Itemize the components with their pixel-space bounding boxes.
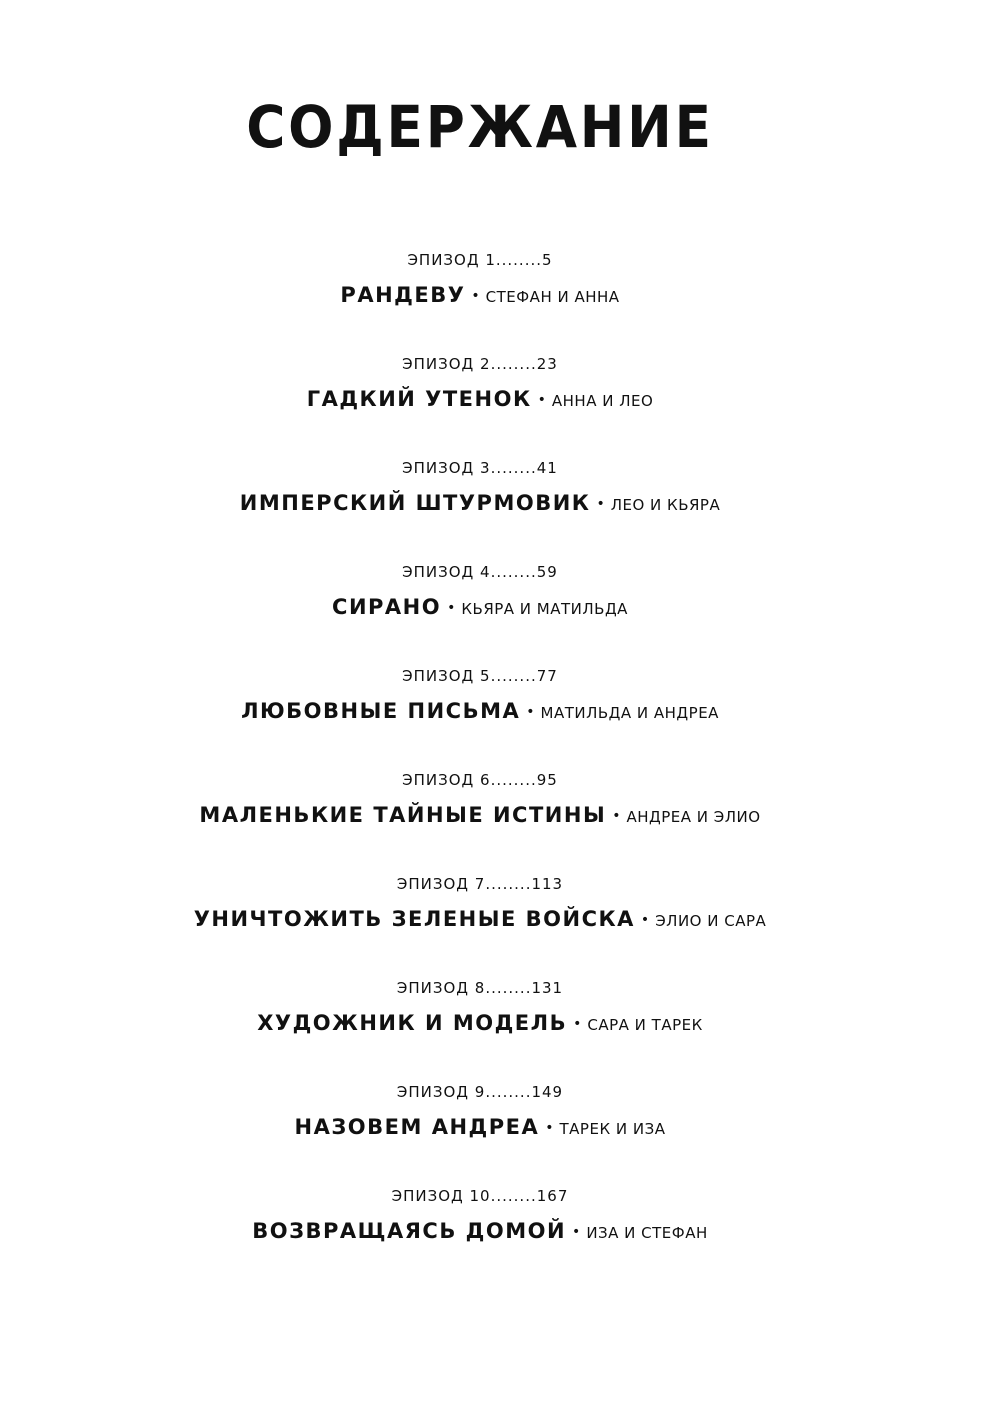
story-characters: ИЗА И СТЕФАН [586,1224,708,1242]
table-of-contents [0,248,960,1288]
toc-entry-3 [0,456,960,560]
story-title: НАЗОВЕМ АНДРЕА [294,1115,540,1139]
story-title: ГАДКИЙ УТЕНОК [306,387,532,411]
toc-entry-4 [0,560,960,664]
page-title: СОДЕРЖАНИЕ [246,93,714,161]
story-characters: АНДРЕА И ЭЛИО [626,808,761,826]
bullet-separator: • [545,1120,554,1136]
story-line [0,800,960,833]
story-line [0,1008,960,1041]
story-line [0,696,960,729]
episode-page-ref: ЭПИЗОД 4........59 [402,563,558,581]
bullet-separator: • [640,912,650,928]
story-line [0,592,960,625]
toc-entry-10 [0,1184,960,1288]
toc-entry-7 [0,872,960,976]
story-title: МАЛЕНЬКИЕ ТАЙНЫЕ ИСТИНЫ [199,803,607,827]
story-line [0,1216,960,1249]
toc-entry-8 [0,976,960,1080]
bullet-separator: • [471,288,480,304]
story-title: УНИЧТОЖИТЬ ЗЕЛЕНЫЕ ВОЙСКА [193,907,635,931]
episode-page-ref: ЭПИЗОД 6........95 [402,771,558,789]
story-title: ЛЮБОВНЫЕ ПИСЬМА [241,699,521,723]
episode-page-ref: ЭПИЗОД 7........113 [396,875,564,893]
episode-page-ref: ЭПИЗОД 5........77 [402,667,558,685]
episode-page-ref: ЭПИЗОД 9........149 [396,1083,564,1101]
story-line [0,488,960,521]
episode-page-ref: ЭПИЗОД 8........131 [396,979,564,997]
story-characters: МАТИЛЬДА И АНДРЕА [540,704,719,722]
toc-entry-9 [0,1080,960,1184]
bullet-separator: • [447,600,456,616]
story-characters: СТЕФАН И АННА [485,288,620,306]
story-line [0,280,960,313]
story-characters: САРА И ТАРЕК [587,1016,703,1034]
episode-page-ref: ЭПИЗОД 10........167 [391,1187,569,1205]
bullet-separator: • [526,704,535,720]
episode-page-ref: ЭПИЗОД 2........23 [402,355,558,373]
toc-entry-1 [0,248,960,352]
bullet-separator: • [596,496,605,512]
story-characters: ТАРЕК И ИЗА [559,1120,666,1138]
story-characters: ЛЕО И КЬЯРА [610,496,721,514]
toc-entry-5 [0,664,960,768]
story-characters: КЬЯРА И МАТИЛЬДА [461,600,628,618]
story-line [0,384,960,417]
story-title: ВОЗВРАЩАЯСЬ ДОМОЙ [252,1219,567,1243]
story-characters: ЭЛИО И САРА [655,912,767,930]
story-title: ХУДОЖНИК И МОДЕЛЬ [257,1011,568,1035]
story-title: ИМПЕРСКИЙ ШТУРМОВИК [239,491,591,515]
story-line [0,904,960,937]
toc-entry-6 [0,768,960,872]
story-title: РАНДЕВУ [340,283,466,307]
episode-page-ref: ЭПИЗОД 3........41 [402,459,558,477]
episode-page-ref: ЭПИЗОД 1........5 [407,251,553,269]
toc-entry-2 [0,352,960,456]
story-line [0,1112,960,1145]
story-characters: АННА И ЛЕО [551,392,654,410]
story-title: СИРАНО [332,595,442,619]
bullet-separator: • [573,1016,582,1032]
bullet-separator: • [537,392,546,408]
bullet-separator: • [572,1224,581,1240]
bullet-separator: • [612,808,621,824]
